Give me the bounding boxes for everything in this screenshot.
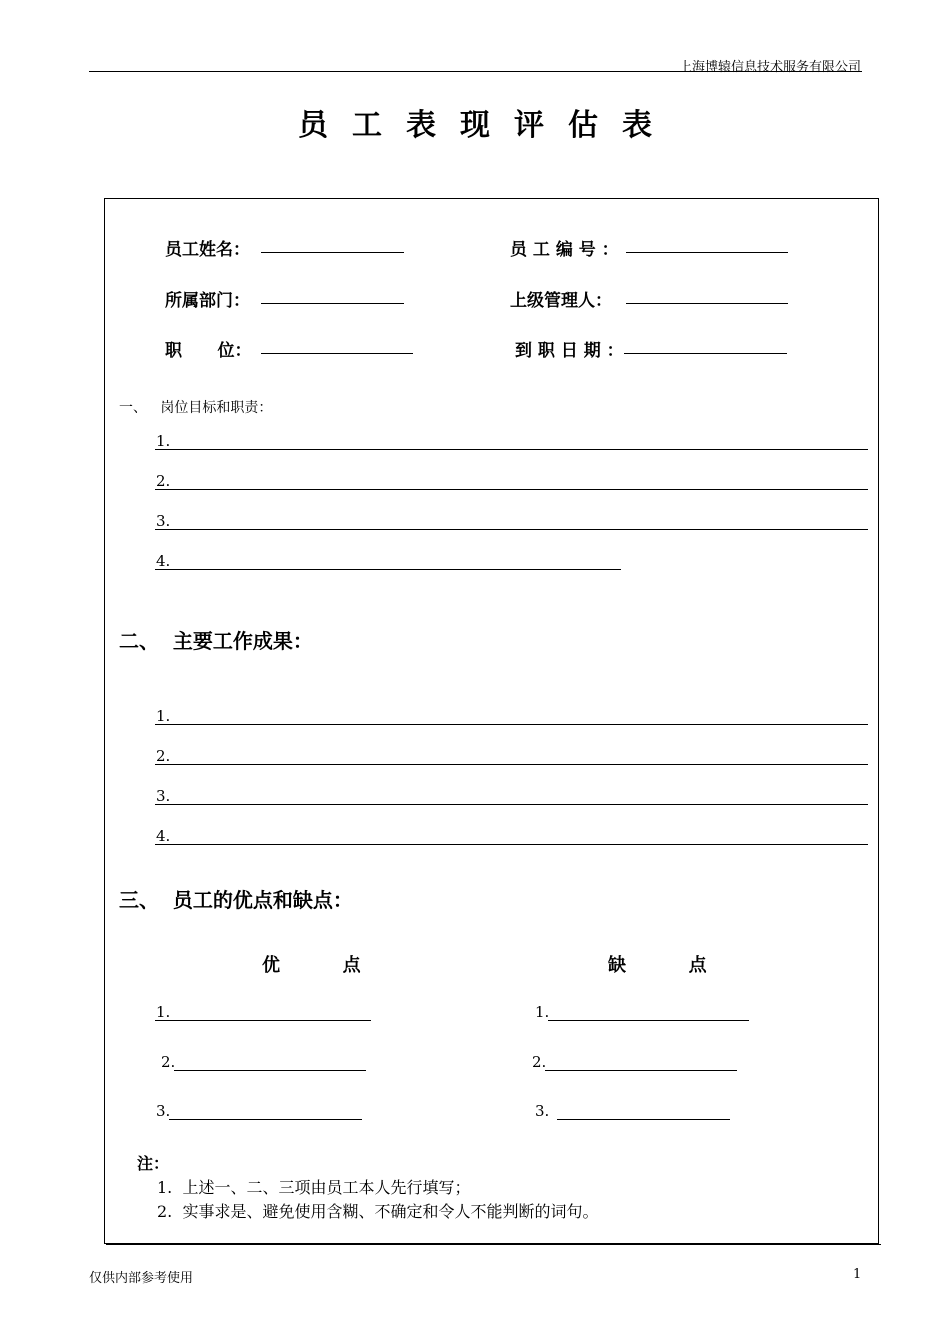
weaknesses-column-header: 缺 点: [608, 955, 707, 976]
section2-item-number: 1.: [156, 707, 171, 725]
weakness-item-line[interactable]: [557, 1119, 730, 1120]
section1-item-line[interactable]: [155, 449, 868, 450]
start-date-label: 到 职 日 期 ：: [515, 341, 624, 361]
department-label: 所属部门：: [165, 291, 250, 311]
section1-item-line[interactable]: [155, 489, 868, 490]
employee-id-field[interactable]: [626, 252, 788, 253]
strength-item-line[interactable]: [155, 1020, 371, 1021]
footer-text: 仅供内部参考使用: [89, 1271, 194, 1286]
section1-item-line[interactable]: [155, 529, 868, 530]
section1-item-number: 1.: [156, 432, 171, 450]
section2-heading: 二、 主要工作成果：: [119, 629, 313, 653]
position-field[interactable]: [261, 353, 413, 354]
section2-item-line[interactable]: [155, 844, 868, 845]
note-line: 1. 上述一、二、三项由员工本人先行填写；: [157, 1178, 471, 1197]
notes-label: 注：: [137, 1154, 170, 1173]
employee-name-field[interactable]: [261, 252, 404, 253]
employee-id-label: 员 工 编 号 ：: [510, 240, 619, 260]
weakness-item-number: 3.: [535, 1102, 550, 1120]
section2-item-number: 3.: [156, 787, 171, 805]
header-divider: [89, 71, 862, 72]
page-number: 1: [853, 1267, 862, 1282]
section1-item-number: 4.: [156, 552, 171, 570]
strengths-column-header: 优 点: [262, 955, 361, 976]
section3-heading: 三、 员工的优点和缺点：: [119, 888, 353, 912]
section1-item-number: 3.: [156, 512, 171, 530]
strength-item-number: 1.: [156, 1003, 171, 1021]
supervisor-label: 上级管理人：: [510, 291, 612, 311]
section2-item-line[interactable]: [155, 724, 868, 725]
weakness-item-number: 1.: [535, 1003, 550, 1021]
header-company-name: 上海博辕信息技术服务有限公司: [678, 60, 861, 75]
form-frame-shadow: [106, 1244, 881, 1245]
page-title: 员工表现评估表: [298, 108, 676, 143]
weakness-item-number: 2.: [532, 1053, 547, 1071]
section2-item-line[interactable]: [155, 804, 868, 805]
department-field[interactable]: [261, 303, 404, 304]
position-label: 职 位：: [165, 341, 252, 361]
strength-item-line[interactable]: [174, 1070, 366, 1071]
employee-name-label: 员工姓名：: [165, 240, 250, 260]
note-line: 2. 实事求是、避免使用含糊、不确定和令人不能判断的词句。: [157, 1202, 599, 1221]
weakness-item-line[interactable]: [548, 1020, 749, 1021]
supervisor-field[interactable]: [626, 303, 788, 304]
strength-item-number: 3.: [156, 1102, 171, 1120]
weakness-item-line[interactable]: [545, 1070, 737, 1071]
strength-item-line[interactable]: [169, 1119, 362, 1120]
strength-item-number: 2.: [161, 1053, 176, 1071]
start-date-field[interactable]: [624, 353, 787, 354]
section1-item-number: 2.: [156, 472, 171, 490]
section2-item-number: 2.: [156, 747, 171, 765]
section1-heading: 一、 岗位目标和职责：: [119, 400, 273, 416]
section2-item-line[interactable]: [155, 764, 868, 765]
section2-item-number: 4.: [156, 827, 171, 845]
section1-item-line[interactable]: [155, 569, 621, 570]
